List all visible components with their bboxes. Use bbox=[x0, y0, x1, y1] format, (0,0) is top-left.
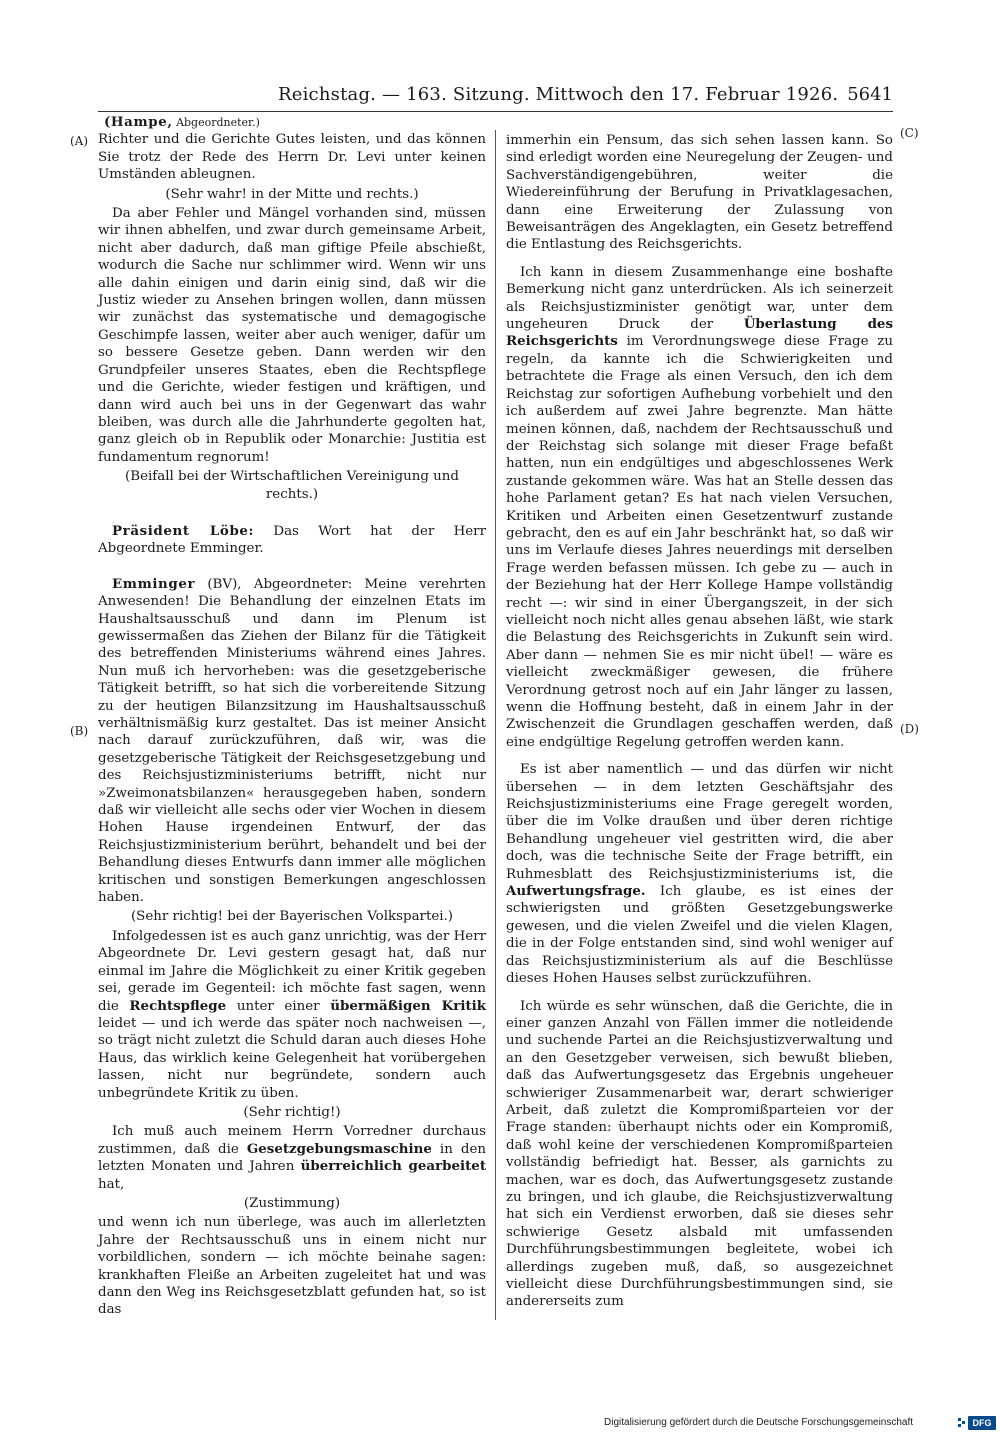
right-column bbox=[506, 132, 893, 1311]
margin-marker-b: (B) bbox=[70, 724, 89, 738]
text-run: in den letzten Monaten und Jahren bbox=[98, 1141, 486, 1175]
speech-text: (BV), Abgeordneter: Meine verehrten Anwesenden! Die Behandlung der einzelnen Etats im Haushaltsausschuß und dann im Plenum ist gewissermaßen das Ziehen der Bilanz für die Tätigkeit des betreffenden Ministeriums während eines Jahres. Nun muß ich hervorheben: was die gesetzgeberische Tätigkeit betrifft, so hat sich die vorbereitende Sitzung zu der heutigen Bilanzsitzung im Haushaltsausschuß verhältnismäßig kurz gestaltet. Das ist meiner Ansicht nach darauf zurückzuführen, daß wir, was die gesetzgeberische Tätigkeit der Reichsgesetzgebung und des Reichsjustizministeriums betrifft, nicht nur »Zweimonatsbilanzen« herausgegeben haben, sondern daß wir vielleicht alle sechs oder vier Wochen in diesem Hohen Hause irgendeinen Entwurf, der das Reichsjustizministerium berührt, behandelt und bei der Behandlung dieses Entwurfs dann immer alle möglichen kritischen und sonstigen Bemerkungen angeschlossen haben. bbox=[98, 576, 486, 906]
paragraph bbox=[98, 1123, 486, 1193]
paragraph: immerhin ein Pensum, das sich sehen lassen kann. So sind erledigt worden eine Neuregelung der Zeugen- und Sachverständigengebühren, weiter die Wiedereinführung der Berufung in Privatklagesachen, dann eine Erweiterung der Zulassung von Beweisanträgen des Angeklagten, ein Gesetz betreffend die Entlastung des Reichsgerichts. bbox=[506, 133, 893, 253]
header-rule bbox=[98, 111, 893, 112]
digitization-credit bbox=[604, 1416, 996, 1432]
paragraph: Ich würde es sehr wünschen, daß die Gerichte, die in einer ganzen Anzahl von Fällen immer die notleidende und suchende Partei an die Reichsjustizverwaltung und an den Gesetzgeber verweisen, sich bewußt blieben, daß das Aufwertungsgesetz das Ergebnis ungeheuer schwieriger Zusammenarbeit war, derart schwieriger Arbeit, daß zuletzt die Kompromißparteien vor der Frage standen: überhaupt nichts oder ein Kompromiß, daß wohl keine der verschiedenen Kompromißparteien vollständig befriedigt hat. Besser, als garnichts zu machen, war es doch, das Aufwertungsgesetz zustande zu bringen, und ich glaube, die Reichsjustizverwaltung hat sich ein Verdienst erworben, daß sie dieses sehr schwierige Gesetz alsbald mit umfassenden Durchführungsbestimmungen begleitete, wobei ich allerdings zugeben muß, daß, so ausgezeichnet vielleicht diese Durchführungsbestimmungen sind, sie andererseits zum bbox=[506, 998, 893, 1310]
speech-text: Das Wort hat der Herr Abgeordnete Emminger. bbox=[98, 523, 486, 557]
text-run: unter einer bbox=[226, 998, 331, 1014]
speaker-continuation bbox=[104, 114, 486, 131]
margin-marker-d: (D) bbox=[900, 722, 919, 736]
speaker-name: Emminger bbox=[112, 575, 196, 592]
emphasis: Gesetzgebungsmaschine bbox=[246, 1140, 432, 1157]
paragraph bbox=[506, 761, 893, 987]
text-run: hat, bbox=[98, 1176, 125, 1192]
text-run: Infolgedessen ist es auch ganz unrichtig, was der Herr Abgeordnete Dr. Levi gestern gesagt hat, daß nur einmal im Jahre die Möglichkeit zu einer Kritik gegeben sei, gerade im Gegenteil: ich möchte fast sagen, wenn die bbox=[98, 928, 486, 1014]
spacer bbox=[98, 505, 486, 523]
spacer bbox=[506, 751, 893, 761]
dfg-mark-icon bbox=[958, 1418, 966, 1428]
interjection: (Zustimmung) bbox=[243, 1195, 341, 1211]
emphasis: überreichlich gearbeitet bbox=[300, 1158, 486, 1175]
margin-marker-c: (C) bbox=[900, 126, 919, 140]
speaker-paragraph-emminger bbox=[98, 576, 486, 907]
paragraph bbox=[506, 264, 893, 751]
emphasis: Aufwertungsfrage. bbox=[506, 883, 646, 900]
emphasis: Rechtspflege bbox=[129, 997, 227, 1014]
paragraph: Da aber Fehler und Mängel vorhanden sind, müssen wir ihnen abhelfen, und zwar durch gemeinsame Arbeit, nicht aber dadurch, daß man giftige Pfeile abschießt, wodurch die Sache nur schlimmer wird. Wenn wir uns alle dahin einigen und darin einig sind, daß wir die Justiz wieder zu Ansehen bringen wollen, dann müssen wir zunächst das systematische und demagogische Geschimpfe lassen, weiter aber auch weniger, dafür um so bessere Gesetze geben. Dann werden wir den Grundpfeiler unseres Staates, eben die Rechtspflege und die Gerichte, wieder festigen und kräftigen, und dann wird auch bei uns in der Gegenwart das wahr bleiben, was durch alle die Jahrhunderte gegolten hat, ganz gleich ob in Republik oder Monarchie: Justitia est fundamentum regnorum! bbox=[98, 206, 486, 465]
paragraph bbox=[98, 928, 486, 1102]
interjection: (Sehr richtig!) bbox=[243, 1104, 341, 1120]
column-divider bbox=[495, 130, 496, 1320]
speaker-cont-role: Abgeordneter.) bbox=[172, 116, 260, 129]
interjection: (Sehr wahr! in der Mitte und rechts.) bbox=[165, 186, 419, 202]
margin-marker-a: (A) bbox=[70, 134, 89, 148]
speaker-paragraph-president bbox=[98, 523, 486, 558]
text-run: Ich muß auch meinem Herrn Vorredner durchaus zustimmen, daß die bbox=[98, 1124, 486, 1157]
spacer bbox=[98, 558, 486, 576]
page-number: 5641 bbox=[847, 84, 893, 105]
text-run: im Verordnungswege diese Frage zu regeln, da kannte ich die Schwierigkeiten und betrachtete die Frage als einen Versuch, den ich dem Reichstag zur sofortigen Aufhebung vorbehielt und den ich außerdem auf zwei Jahre begrenzte. Man hätte meinen können, daß, nachdem der Rechtsausschuß und der Reichstag sich solange mit dieser Frage befaßt hatten, nun ein endgültiges und abgeschlossenes Werk zustande gekommen wäre. Was hat an Stelle dessen das hohe Parlament getan? Es hat nach vielen Versuchen, Kritiken und Arbeiten einen Gesetzentwurf zustande gebracht, den es auf ein Jahr beschränkt hat, so daß wir uns im Verlaufe dieses Jahres neuerdings mit derselben Frage werden befassen müssen. Ich gebe zu — auch in der Beziehung hat der Herr Kollege Hampe vollständig recht —: wir sind in einer Übergangszeit, in der sich vielleicht noch nicht alles genau absehen läßt, wie stark die Belastung des Reichsgerichts in Zukunft sein wird. Aber dann — nehmen Sie es mir nicht übel! — wäre es vielleicht zweckmäßiger gewesen, die frühere Verordnung getrost noch auf ein Jahr länger zu lassen, wenn die Hoffnung besteht, daß in einem Jahr in der Zwischenzeit die Grundlagen geschaffen werden, daß eine endgültige Regelung getroffen werden kann. bbox=[506, 334, 893, 750]
paragraph: Richter und die Gerichte Gutes leisten, und das können Sie trotz der Rede des Herrn Dr. Levi unter keinen Umständen ableugnen. bbox=[98, 132, 486, 183]
text-run: leidet — und ich werde das später noch nachweisen —, so trägt nicht zuletzt die Schuld daran auch dieses Hohe Haus, das wirklich keine Gelegenheit hat vorübergehen lassen, nicht nur begründete, sondern auch unbegründete Kritik zu üben. bbox=[98, 1015, 486, 1101]
text-run: Ich kann in diesem Zusammenhange eine boshafte Bemerkung nicht ganz unterdrücken. Als ich seinerzeit als Reichsjustizminister genötigt war, unter dem ungeheuren Druck der bbox=[506, 264, 893, 333]
emphasis: übermäßigen Kritik bbox=[330, 997, 486, 1014]
interjection: (Beifall bei der Wirtschaftlichen Vereinigung und rechts.) bbox=[125, 469, 459, 502]
emphasis: Überlastung des Reichsgerichts bbox=[506, 316, 893, 350]
text-run: Ich glaube, es ist eines der schwierigsten und größten Gesetzgebungswerke gewesen, und die vielen Zweifel und die vielen Klagen, die in der Folge entstanden sind, sind wohl weniger auf das Reichsjustizministerium als auf die Beschlüsse dieses Hohen Hauses selbst zurückzuführen. bbox=[506, 884, 893, 987]
dfg-logo: DFG bbox=[968, 1416, 996, 1430]
running-header bbox=[98, 84, 893, 110]
spacer bbox=[506, 988, 893, 998]
spacer bbox=[506, 254, 893, 264]
text-run: Es ist aber namentlich — und das dürfen wir nicht übersehen — in dem letzten Geschäftsjahr des Reichsjustizministeriums eine Frage geregelt worden, über die im Volke draußen und über deren richtige Behandlung ungeheuer viel gestritten wird, die aber doch, was die technische Seite der Frage betrifft, ein Ruhmesblatt des Reichsjustizministeriums ist, die bbox=[506, 762, 893, 882]
credit-text: Digitalisierung gefördert durch die Deutsche Forschungsgemeinschaft bbox=[604, 1417, 914, 1428]
interjection: (Sehr richtig! bei der Bayerischen Volkspartei.) bbox=[130, 909, 454, 925]
paragraph: und wenn ich nun überlege, was auch im allerletzten Jahre der Rechtsausschuß uns in einem nicht nur vorbildlichen, sondern — ich möchte beinahe sagen: krankhaften Fleiße an Arbeiten zugeleitet hat und was dann den Weg ins Reichsgesetzblatt gefunden hat, so ist das bbox=[98, 1215, 486, 1318]
speaker-name: Präsident Löbe: bbox=[112, 522, 255, 539]
running-title: Reichstag. — 163. Sitzung. Mittwoch den 17. Februar 1926. bbox=[278, 84, 839, 105]
speaker-cont-name: (Hampe, bbox=[104, 114, 173, 130]
left-column bbox=[98, 114, 486, 1319]
